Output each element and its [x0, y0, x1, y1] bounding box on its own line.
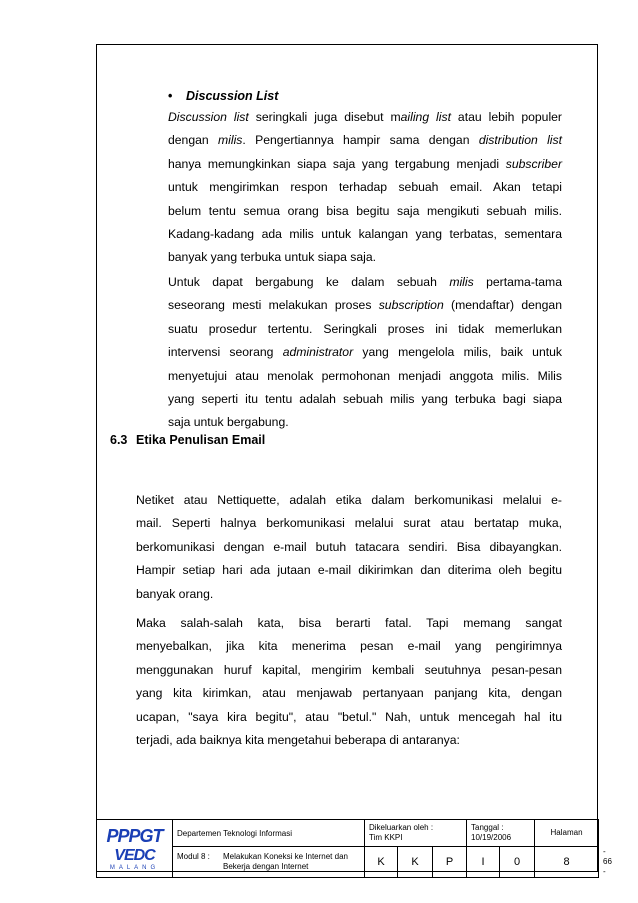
text-line: hanya memungkinkan siapa saja yang tergabung menjadi subscriber — [168, 156, 562, 171]
module-cell — [173, 847, 365, 878]
bullet-title: Discussion List — [186, 89, 279, 103]
text-line: Hampir setiap hari ada jutaan e-mail dikirimkan dan diterima oleh begitu — [136, 563, 562, 578]
module-title-line2: Bekerja dengan Internet — [223, 862, 309, 871]
code-char: 8 — [535, 847, 599, 878]
logo-text-top: PPPGT — [106, 826, 163, 846]
code-char: K — [398, 847, 433, 878]
code-char: 0 — [500, 847, 535, 878]
text-line: menyetujui atau menolak permohonan menjadi anggota milis. Milis — [168, 368, 562, 383]
bullet-heading — [168, 89, 278, 103]
text-line: mail. Seperti halnya berkomunikasi melalui surat atau bertatap muka, — [136, 516, 562, 531]
section-number: 6.3 — [110, 433, 128, 447]
section-heading — [110, 433, 265, 447]
text-line: intervensi seorang administrator yang mengelola milis, baik untuk — [168, 345, 562, 360]
footer-table — [96, 819, 612, 878]
text-line: Netiket atau Nettiquette, adalah etika dalam berkomunikasi melalui e- — [136, 493, 562, 507]
text-line: menggunakan huruf kapital, mengirim kembali seutuhnya pesan-pesan — [136, 662, 562, 677]
issued-by: Tim KKPI — [369, 833, 403, 842]
text-line: suatu prosedur tertentu. Seringkali proses ini tidak memerlukan — [168, 321, 562, 336]
text-line: yang kita kirimkan, atau menjawab pertanyaan panjang kita, dengan — [136, 686, 562, 701]
page-label: Halaman — [550, 828, 583, 837]
text-line: banyak orang. — [136, 586, 214, 601]
date-cell — [467, 820, 535, 847]
logo-text-bottom: MALANG — [109, 865, 160, 871]
paragraph-netiket — [136, 489, 562, 606]
department: Departemen Teknologi Informasi — [177, 828, 293, 838]
paragraph-discussion-list — [168, 106, 562, 270]
text-line: Discussion list seringkali juga disebut mailing list atau lebih populer — [168, 110, 562, 124]
text-line: saja untuk bergabung. — [168, 415, 289, 430]
date-value: 10/19/2006 — [471, 833, 512, 842]
logo — [97, 820, 173, 878]
text-line: Kadang-kadang ada milis untuk kalangan yang terbatas, sementara — [168, 227, 562, 242]
logo-text-mid: VEDC — [114, 847, 155, 864]
text-line: berkomunikasi dengan e-mail butuh tatacara sendiri. Bisa dibayangkan. — [136, 539, 562, 554]
paragraph-subscription — [168, 271, 562, 435]
date-label: Tanggal : — [471, 823, 504, 832]
module-title-line1: Melakukan Koneksi ke Internet dan — [223, 852, 348, 861]
code-char: I — [467, 847, 500, 878]
paragraph-etiquette — [136, 612, 562, 752]
text-line: terjadi, ada baiknya kita mengetahui beberapa di antaranya: — [136, 733, 460, 748]
text-line: seseorang mesti melakukan proses subscription (mendaftar) dengan — [168, 298, 562, 313]
section-title: Etika Penulisan Email — [136, 433, 266, 447]
code-char: K — [365, 847, 398, 878]
issued-cell — [365, 820, 467, 847]
text-line: ucapan, "saya kira begitu", atau "betul." Nah, untuk mencegah hal itu — [136, 709, 562, 724]
text-line: menyebalkan, jika kita menerima pesan e-mail yang pengirimnya — [136, 639, 562, 654]
module-label: Modul 8 : — [177, 852, 210, 861]
page-label-cell — [535, 820, 599, 847]
text-line: belum tentu semua orang bisa begitu saja mengikuti sebuah milis. — [168, 203, 562, 218]
issued-label: Dikeluarkan oleh : — [369, 823, 434, 832]
text-line: dengan milis. Pengertiannya hampir sama dengan distribution list — [168, 133, 562, 148]
department-cell — [173, 820, 365, 847]
bullet-dot: • — [168, 89, 173, 103]
text-line: Untuk dapat bergabung ke dalam sebuah milis pertama-tama — [168, 275, 562, 289]
text-line: yang seperti itu tentu adalah sebuah milis yang terbuka bagi siapa — [168, 392, 562, 407]
text-line: untuk mengirimkan respon terhadap sebuah email. Akan tetapi — [168, 180, 562, 195]
code-char: P — [433, 847, 467, 878]
page-number: - 66 - — [603, 847, 612, 876]
text-line: banyak yang terbuka untuk siapa saja. — [168, 250, 377, 265]
text-line: Maka salah-salah kata, bisa berarti fatal. Tapi memang sangat — [136, 616, 562, 630]
